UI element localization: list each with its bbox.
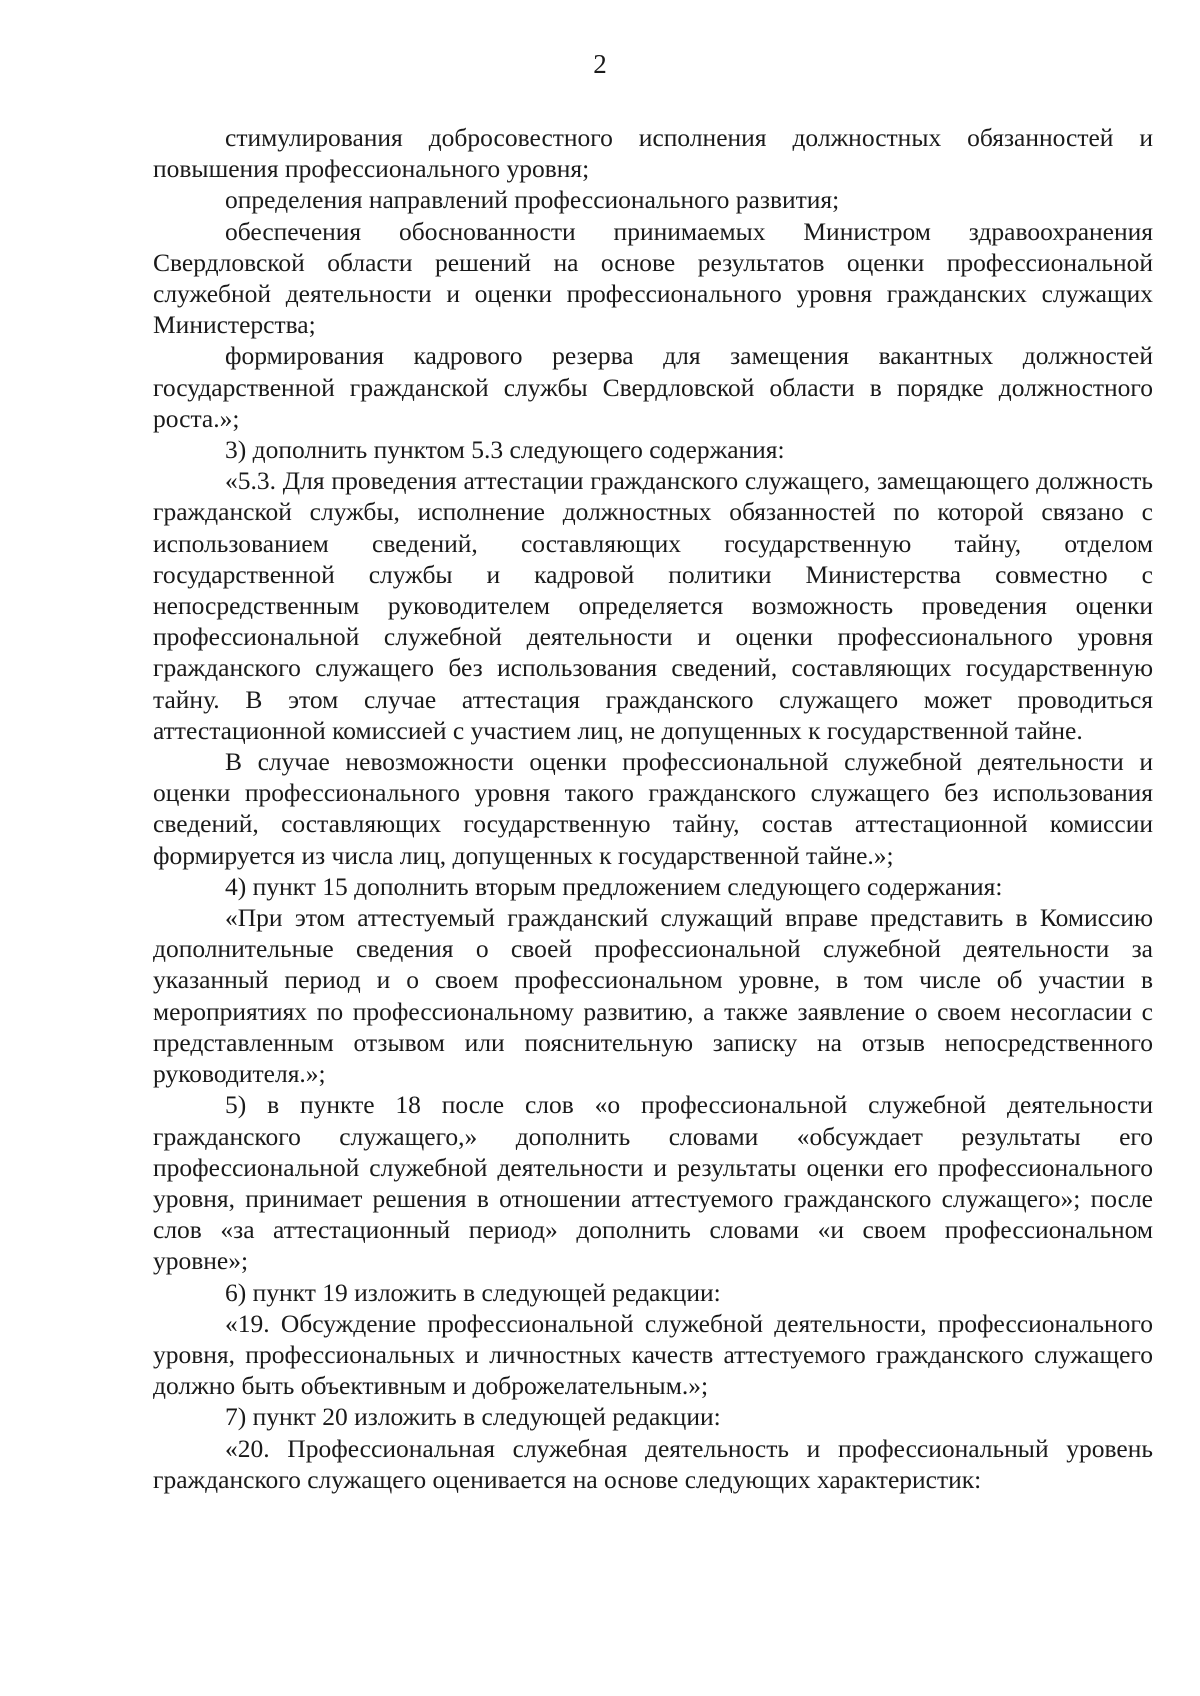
paragraph-item-7: 7) пункт 20 изложить в следующей редакции: (225, 1402, 721, 1432)
paragraph-item-5: 5) в пункте 18 после слов «о профессиональной служебной деятельности гражданского служащего,» дополнить словами «обсуждает результаты его профессиональной служебной деятельности и результаты оценки его профессионального уровня, принимает решения в отношении аттестуемого гражданского служащего»; после слов «за аттестационный период» дополнить словами «и своем профессиональном уровне»; (153, 1090, 1153, 1276)
paragraph-clause-20: «20. Профессиональная служебная деятельность и профессиональный уровень гражданского служащего оценивается на основе следующих характеристик: (153, 1433, 1153, 1494)
paragraph-decision-validity: обеспечения обоснованности принимаемых Министром здравоохранения Свердловской области решений на основе результатов оценки профессиональной служебной деятельности и оценки профессионального уровня гражданских служащих Министерства; (153, 216, 1153, 340)
paragraph-state-secret-commission: В случае невозможности оценки профессиональной служебной деятельности и оценки профессионального уровня такого гражданского служащего без использования сведений, составляющих государственную тайну, состав аттестационной комиссии формируется из числа лиц, допущенных к государственной тайне.»; (153, 747, 1153, 870)
paragraph-clause-15-addition: «При этом аттестуемый гражданский служащий вправе представить в Комиссию дополнительные сведения о своей профессиональной служебной деятельности за указанный период и о своем профессиональном уровне, в том числе об участии в мероприятиях по профессиональному развитию, а также заявление о своем несогласии с представленным отзывом или пояснительную записку на отзыв непосредственного руководителя.»; (153, 903, 1153, 1089)
paragraph-personnel-reserve: формирования кадрового резерва для замещения вакантных должностей государственной гражданской службы Свердловской области в порядке должностного роста.»; (153, 341, 1153, 433)
paragraph-clause-19: «19. Обсуждение профессиональной служебной деятельности, профессионального уровня, профессиональных и личностных качеств аттестуемого гражданского служащего должно быть объективным и доброжелательным.»; (153, 1308, 1153, 1401)
page-number: 2 (593, 49, 607, 79)
paragraph-development-directions: определения направлений профессионального развития; (225, 185, 840, 215)
paragraph-item-3: 3) дополнить пунктом 5.3 следующего содержания: (225, 435, 785, 465)
paragraph-item-4: 4) пункт 15 дополнить вторым предложением следующего содержания: (225, 871, 1003, 901)
document-body (153, 122, 1153, 1495)
paragraph-stimulation: стимулирования добросовестного исполнения должностных обязанностей и повышения профессионального уровня; (153, 123, 1153, 184)
paragraph-clause-5-3: «5.3. Для проведения аттестации гражданского служащего, замещающего должность гражданской службы, исполнение должностных обязанностей по которой связано с использованием сведений, составляющих государственную тайну, отделом государственной службы и кадровой политики Министерства совместно с непосредственным руководителем определяется возможность проведения оценки профессиональной служебной деятельности и оценки профессионального уровня гражданского служащего без использования сведений, составляющих государственную тайну. В этом случае аттестация гражданского служащего может проводиться аттестационной комиссией с участием лиц, не допущенных к государственной тайне. (153, 466, 1153, 745)
paragraph-item-6: 6) пункт 19 изложить в следующей редакции: (225, 1277, 721, 1307)
